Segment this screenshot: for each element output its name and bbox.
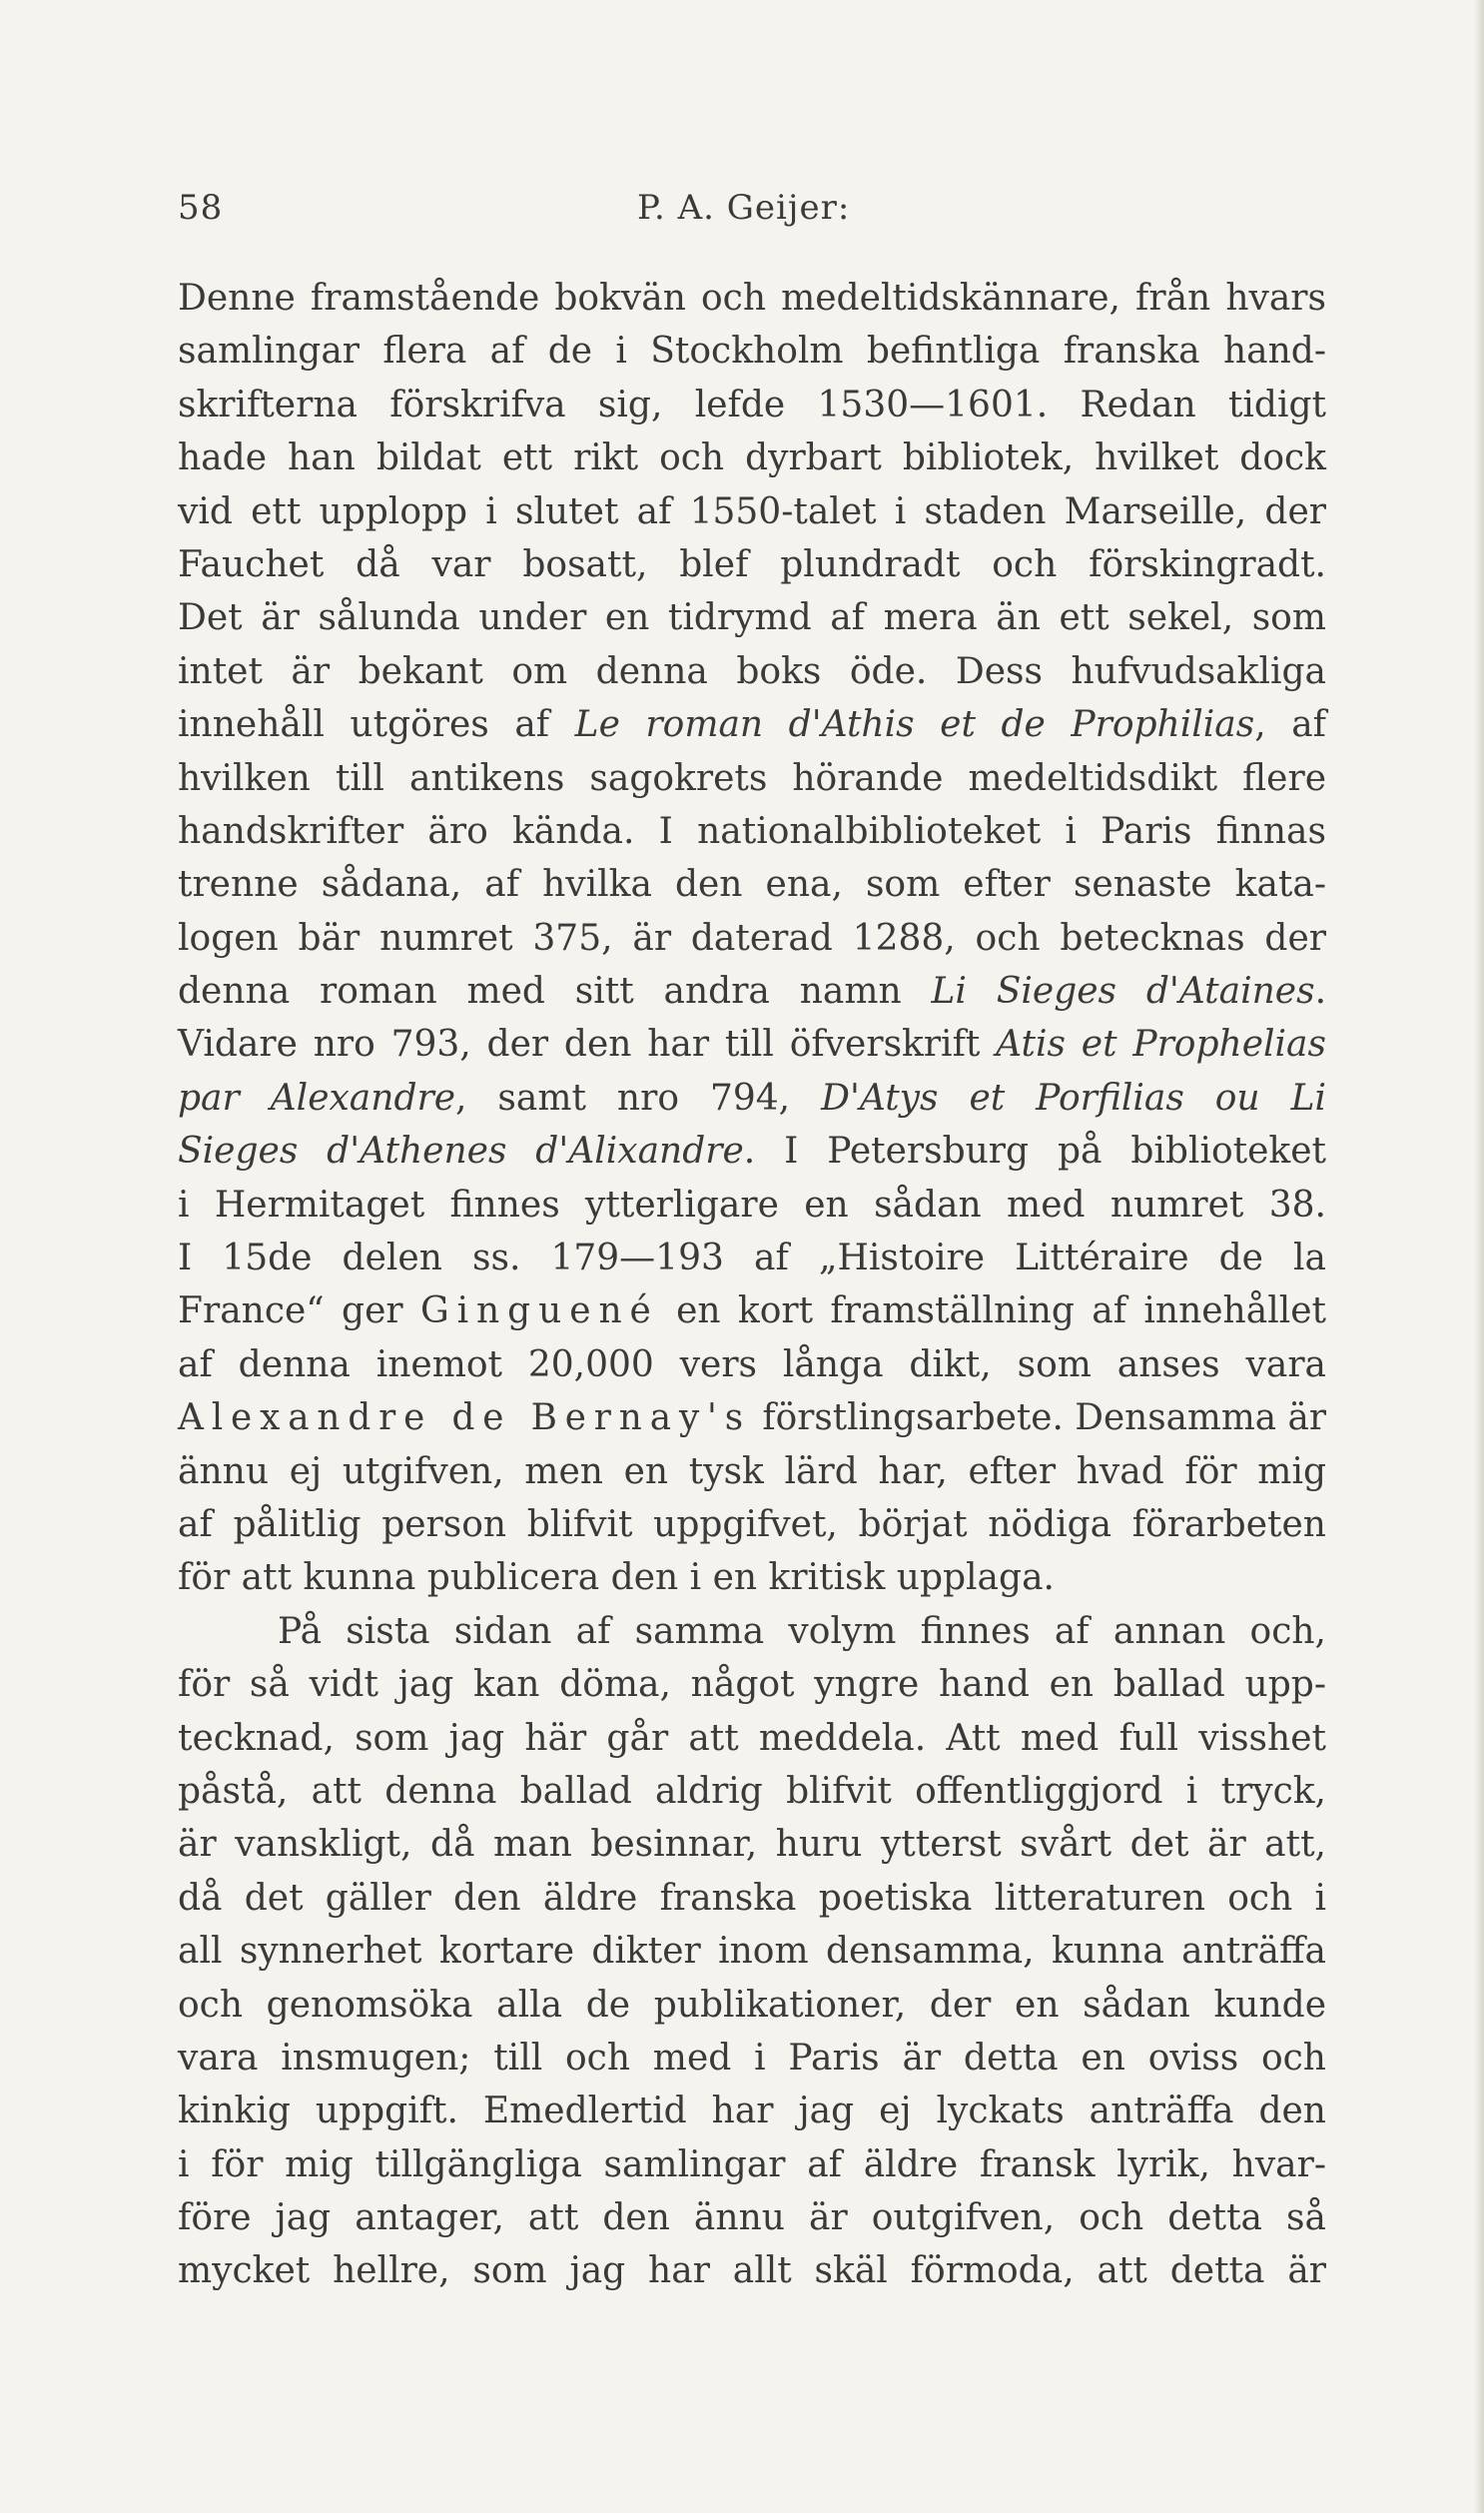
text-line: Alexandre de Bernay's förstlingsarbete. Densamma är: [178, 1397, 1326, 1439]
text-line: vid ett upplopp i slutet af 1550-talet i staden Marseille, der: [178, 490, 1326, 532]
text-line: Fauchet då var bosatt, blef plundradt och förskingradt.: [178, 543, 1326, 585]
page-header: [178, 188, 1326, 238]
text-line: par Alexandre, samt nro 794, D'Atys et Porfilias ou Li: [178, 1077, 1326, 1119]
text-line: intet är bekant om denna boks öde. Dess hufvudsakliga: [178, 650, 1326, 692]
text-line: Vidare nro 793, der den har till öfverskrift Atis et Prophelias: [178, 1024, 1326, 1066]
italic-title: Li Sieges d'Ataines: [931, 971, 1315, 1013]
running-head: P. A. Geijer:: [637, 188, 851, 228]
text-line: Sieges d'Athenes d'Alixandre. I Petersburg på biblioteket: [178, 1131, 1326, 1173]
text-line: kinkig uppgift. Emedlertid har jag ej lyckats anträffa den: [178, 2091, 1326, 2132]
text-line: samlingar flera af de i Stockholm befintliga franska hand-: [178, 331, 1326, 373]
text-line: i Hermitaget finnes ytterligare en sådan med numret 38.: [178, 1184, 1326, 1226]
text-line: är vanskligt, då man besinnar, huru ytterst svårt det är att,: [178, 1824, 1326, 1866]
page-number: 58: [178, 188, 224, 228]
text-line: trenne sådana, af hvilka den ena, som efter senaste kata-: [178, 864, 1326, 906]
text-line: mycket hellre, som jag har allt skäl förmoda, att detta är: [178, 2250, 1326, 2292]
text-line: då det gäller den äldre franska poetiska litteraturen och i: [178, 1877, 1326, 1919]
text-line: och genomsöka alla de publikationer, der en sådan kunde: [178, 1984, 1326, 2026]
italic-title: Atis et Prophelias: [996, 1024, 1326, 1066]
text-line: France“ ger Ginguené en kort framställning af innehållet: [178, 1290, 1327, 1332]
text-line: Det är sålunda under en tidrymd af mera än ett sekel, som: [178, 597, 1326, 639]
text-line: handskrifter äro kända. I nationalbiblioteket i Paris finnas: [178, 810, 1326, 852]
text-line: för så vidt jag kan döma, något yngre hand en ballad upp-: [178, 1664, 1326, 1706]
text-line: tecknad, som jag här går att meddela. Att med full visshet: [178, 1717, 1326, 1759]
page-edge: [1474, 0, 1484, 2513]
spaced-name: Alexandre de Bernay's: [178, 1397, 752, 1439]
text-line: påstå, att denna ballad aldrig blifvit offentliggjord i tryck,: [178, 1770, 1326, 1812]
text-line: innehåll utgöres af Le roman d'Athis et de Prophilias, af: [178, 704, 1326, 746]
text-line: I 15de delen ss. 179—193 af „Histoire Littéraire de la: [178, 1238, 1326, 1279]
text-line: skrifterna förskrifva sig, lefde 1530—1601. Redan tidigt: [178, 384, 1326, 425]
italic-title: Sieges d'Athenes d'Alixandre: [178, 1131, 744, 1173]
text-line: ännu ej utgifven, men en tysk lärd har, efter hvad för mig: [178, 1450, 1326, 1492]
text-line: för att kunna publicera den i en kritisk upplaga.: [178, 1557, 1055, 1599]
text-line: i för mig tillgängliga samlingar af äldre fransk lyrik, hvar-: [178, 2143, 1326, 2185]
spaced-name: Ginguené: [419, 1290, 659, 1332]
text-line: af pålitlig person blifvit uppgifvet, börjat nödiga förarbeten: [178, 1503, 1326, 1545]
text-line: På sista sidan af samma volym finnes af annan och,: [278, 1610, 1326, 1652]
italic-title: D'Atys et Porfilias ou Li: [821, 1077, 1326, 1119]
text-line: denna roman med sitt andra namn Li Sieges d'Ataines.: [178, 971, 1327, 1013]
italic-title: par Alexandre: [178, 1077, 456, 1119]
text-line: af denna inemot 20,000 vers långa dikt, som anses vara: [178, 1343, 1326, 1385]
text-line: logen bär numret 375, är daterad 1288, och betecknas der: [178, 917, 1326, 959]
text-line: hvilken till antikens sagokrets hörande medeltidsdikt flere: [178, 757, 1326, 799]
body-text: [178, 272, 1326, 2298]
italic-title: Le roman d'Athis et de Prophilias: [574, 704, 1255, 746]
text-line: Denne framstående bokvän och medeltidskännare, från hvars: [178, 278, 1326, 319]
text-line: vara insmugen; till och med i Paris är detta en oviss och: [178, 2037, 1326, 2079]
text-line: all synnerhet kortare dikter inom densamma, kunna anträffa: [178, 1931, 1326, 1973]
text-line: före jag antager, att den ännu är outgifven, och detta så: [178, 2197, 1326, 2239]
text-line: hade han bildat ett rikt och dyrbart bibliotek, hvilket dock: [178, 437, 1326, 479]
